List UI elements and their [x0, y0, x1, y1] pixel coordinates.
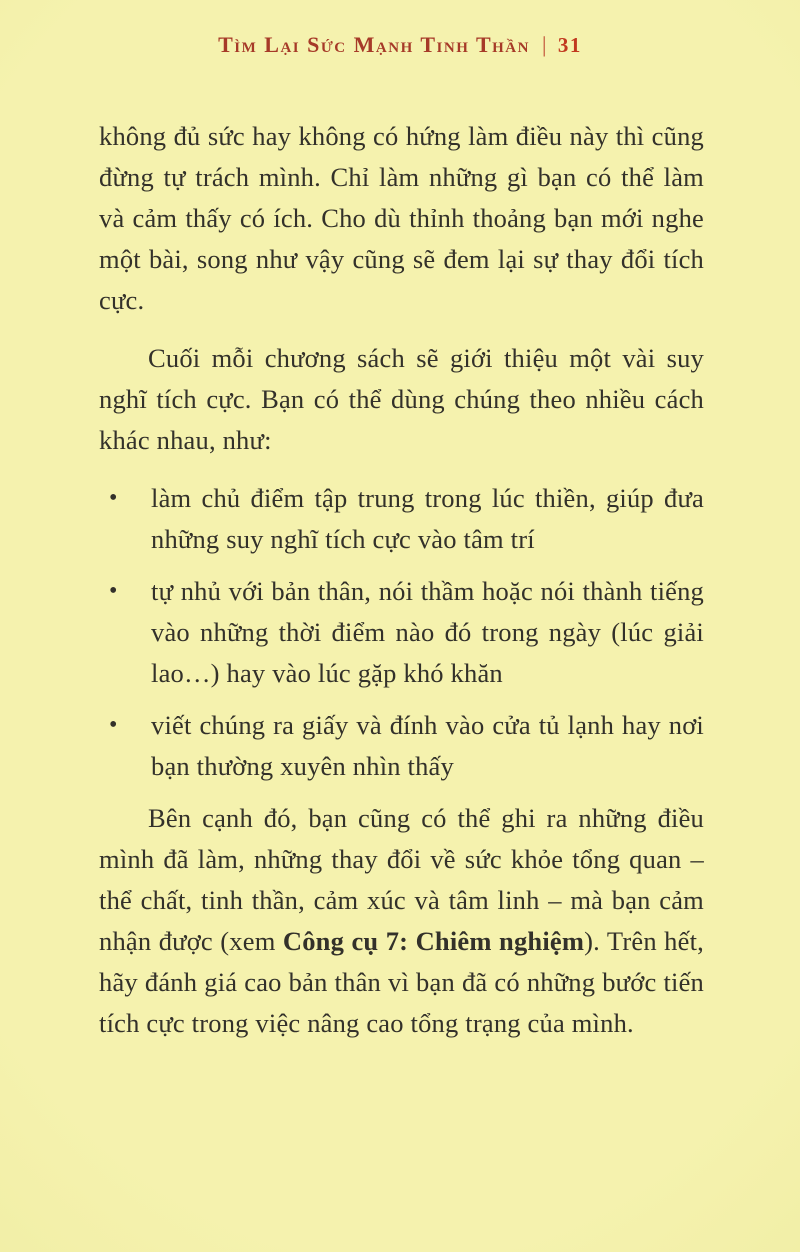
list-item [99, 478, 704, 560]
bullet-text: tự nhủ với bản thân, nói thầm hoặc nói thành tiếng vào những thời điểm nào đó trong ngày (lúc giải lao…) hay vào lúc gặp khó khăn [151, 576, 704, 688]
page-body [99, 116, 704, 1044]
header-divider: | [541, 32, 548, 57]
bullet-list [99, 478, 704, 787]
bullet-icon: • [109, 578, 118, 604]
bullet-text: viết chúng ra giấy và đính vào cửa tủ lạnh hay nơi bạn thường xuyên nhìn thấy [151, 710, 704, 781]
bullet-icon: • [109, 712, 118, 738]
page-number: 31 [557, 33, 582, 57]
paragraph-closing [99, 798, 704, 1044]
closing-text-part: Bên cạnh đó, bạn cũng có thể ghi ra những điều mình đã làm, những thay đổi về sức khỏe tổng quan – thể chất, tinh thần, cảm xúc và tâm linh – mà bạn cảm nhận được (xem [99, 803, 704, 956]
closing-bold-reference: Công cụ 7: Chiêm nghiệm [282, 926, 585, 956]
list-item [99, 571, 704, 694]
bullet-icon: • [109, 485, 118, 511]
chapter-title: Tìm Lại Sức Mạnh Tinh Thần [218, 32, 530, 57]
bullet-text: làm chủ điểm tập trung trong lúc thiền, giúp đưa những suy nghĩ tích cực vào tâm trí [151, 483, 704, 554]
list-item [99, 705, 704, 787]
closing-text-part: ). Trên hết, hãy đánh giá cao bản thân vì bạn đã có những bước tiến tích cực trong việc nâng cao tổng trạng của mình. [99, 926, 704, 1038]
paragraph-chapter-note: Cuối mỗi chương sách sẽ giới thiệu một vài suy nghĩ tích cực. Bạn có thể dùng chúng theo nhiều cách khác nhau, như: [99, 343, 704, 455]
paragraph-intro: không đủ sức hay không có hứng làm điều này thì cũng đừng tự trách mình. Chỉ làm những gì bạn có thể làm và cảm thấy có ích. Cho dù thỉnh thoảng bạn mới nghe một bài, song như vậy cũng sẽ đem lại sự thay đổi tích cực. [99, 121, 704, 315]
running-header [0, 0, 800, 58]
